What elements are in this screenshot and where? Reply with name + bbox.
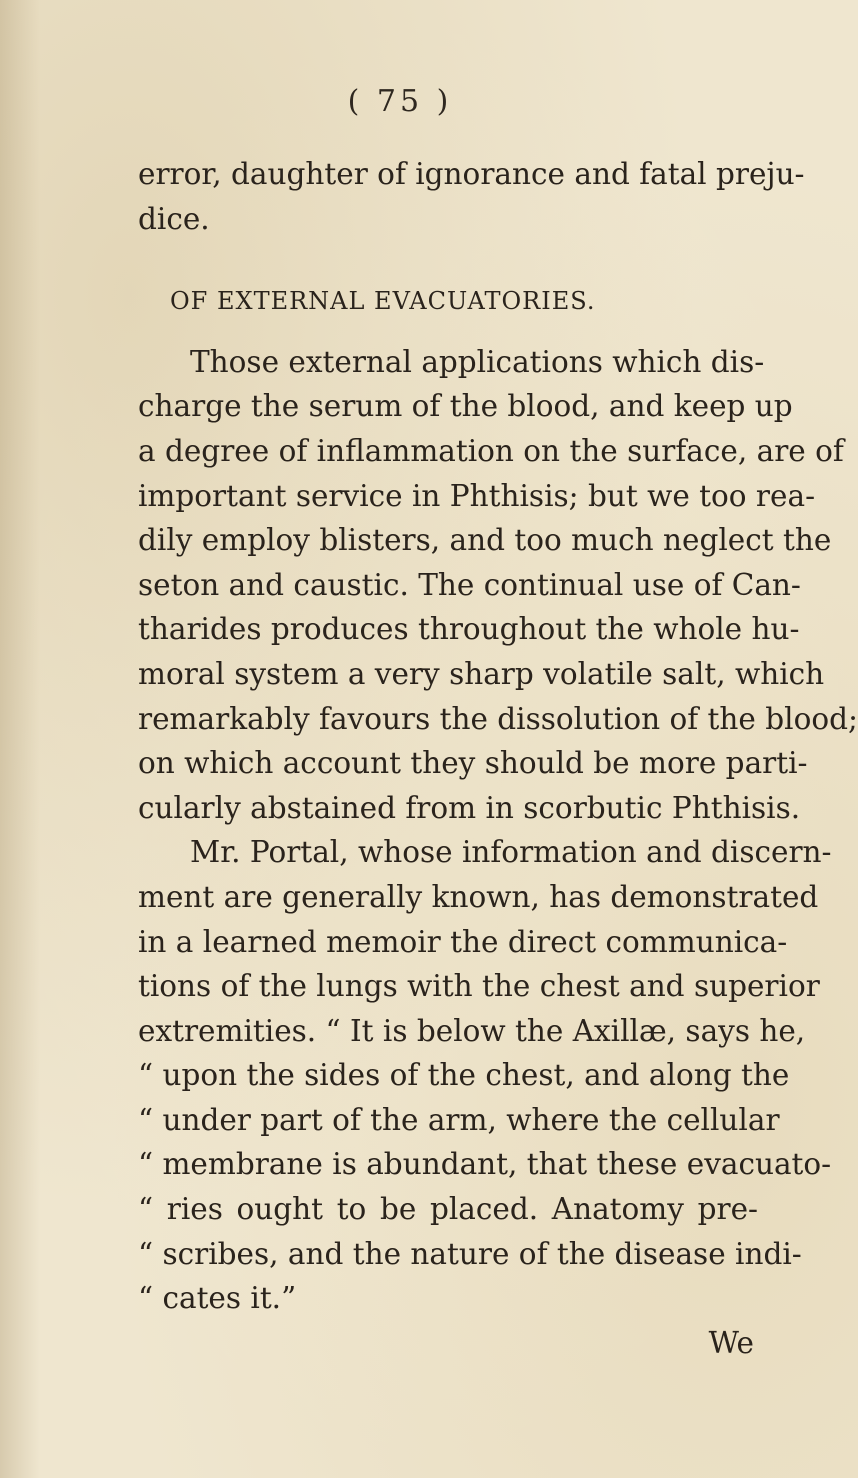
text-line: “ cates it.” (138, 1281, 297, 1316)
text-line: Those external applications which dis- (190, 344, 765, 379)
text-line: moral system a very sharp volatile salt, which (138, 656, 825, 691)
text-line: on which account they should be more parti- (138, 746, 808, 781)
text-line: tharides produces throughout the whole hu- (138, 612, 800, 647)
section-heading: OF EXTERNAL EVACUATORIES. (170, 287, 596, 316)
text-line: in a learned memoir the direct communica- (138, 924, 788, 959)
text-line: “ upon the sides of the chest, and along the (138, 1058, 790, 1093)
text-line: “ ries ought to be placed. Anatomy pre- (138, 1192, 758, 1227)
text-line: error, daughter of ignorance and fatal preju- (138, 157, 805, 191)
text-block (138, 152, 858, 1365)
text-line: “ under part of the arm, where the cellular (138, 1102, 780, 1137)
catchword: We (708, 1325, 754, 1360)
text-line: extremities. “ It is below the Axillæ, says he, (138, 1013, 806, 1048)
text-line: tions of the lungs with the chest and superior (138, 969, 820, 1004)
text-line: seton and caustic. The continual use of Can- (138, 567, 801, 602)
paragraph-2 (138, 830, 832, 1321)
text-line: dily employ blisters, and too much neglect the (138, 523, 832, 558)
text-line: dice. (138, 201, 210, 236)
text-line: a degree of inflammation on the surface, are of (138, 433, 844, 468)
text-line: cularly abstained from in scorbutic Phthisis. (138, 790, 801, 825)
text-line: charge the serum of the blood, and keep up (138, 389, 793, 424)
text-line: “ membrane is abundant, that these evacuato- (138, 1147, 832, 1182)
page-number: ( 75 ) (347, 84, 453, 119)
text-line: Mr. Portal, whose information and discern- (190, 835, 832, 870)
page-edge-shadow (0, 0, 40, 1478)
text-line: “ scribes, and the nature of the disease indi- (138, 1236, 802, 1271)
text-line: remarkably favours the dissolution of the blood; (138, 701, 858, 736)
text-line: ment are generally known, has demonstrated (138, 879, 819, 914)
text-line: important service in Phthisis; but we too rea- (138, 478, 816, 513)
paragraph-1 (138, 340, 858, 831)
